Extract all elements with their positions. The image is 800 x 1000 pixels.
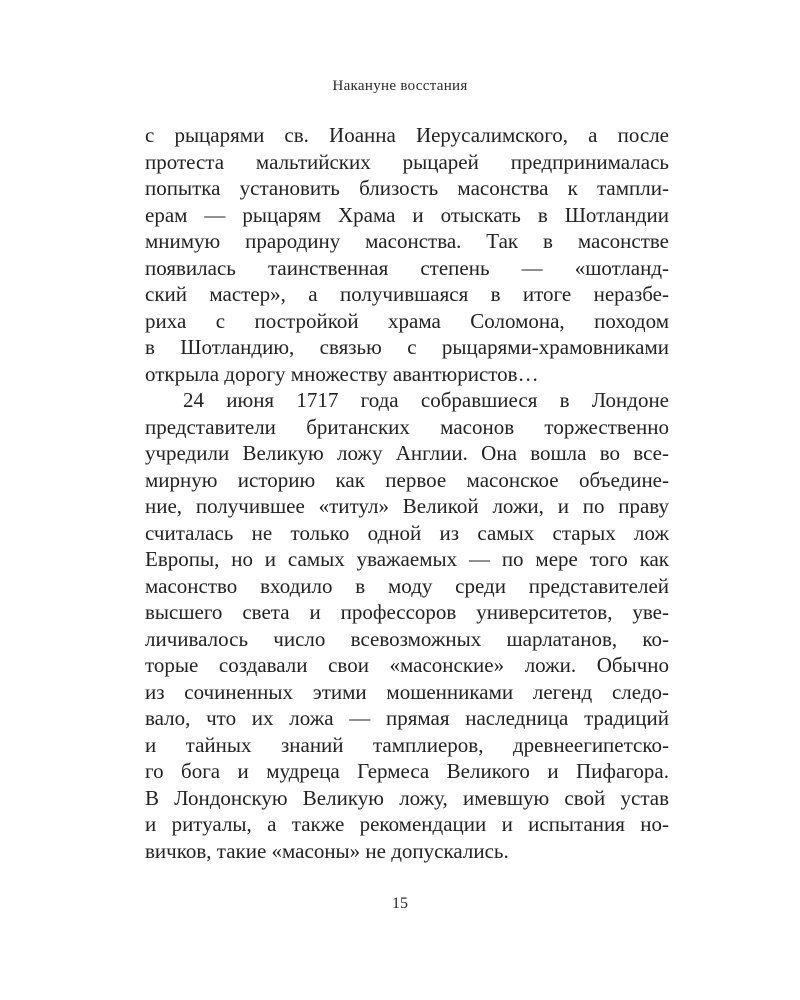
text-line: высшего света и профессоров университетов, уве- <box>145 600 669 624</box>
text-line: Европы, но и самых уважаемых — по мере того как <box>145 547 669 571</box>
text-line: личивалось число всевозможных шарлатанов, ко- <box>145 626 669 651</box>
text-line: торые создавали свои «масонские» ложи. Обычно <box>145 653 669 677</box>
text-line: и ритуалы, а также рекомендации и испытания но- <box>145 812 669 836</box>
paragraph-first-line: 24 июня 1717 года собравшиеся в Лондоне <box>183 388 669 412</box>
text-line: мнимую прародину масонства. Так в масонстве <box>145 229 669 253</box>
body-text <box>145 122 669 864</box>
text-line: В Лондонскую Великую ложу, имевшую свой устав <box>145 785 669 810</box>
text-line: попытка установить близость масонства к тампли- <box>145 176 669 200</box>
text-line: масонство входило в моду среди представителей <box>145 573 669 598</box>
text-line: с рыцарями св. Иоанна Иерусалимского, а после <box>145 123 669 147</box>
text-line: вичков, такие «масоны» не допускались. <box>145 838 509 863</box>
text-line: ние, получившее «титул» Великой ложи, и по праву <box>145 494 669 518</box>
text-line: ерам — рыцарям Храма и отыскать в Шотландии <box>145 202 669 227</box>
page-number: 15 <box>392 895 408 912</box>
text-line: в Шотландию, связью с рыцарями-храмовниками <box>145 335 669 359</box>
text-line: появилась таинственная степень — «шотланд- <box>145 255 669 280</box>
text-line: го бога и мудреца Гермеса Великого и Пифагора. <box>145 759 669 783</box>
text-line: мирную историю как первое масонское объедине- <box>145 467 669 492</box>
text-line: считалась не только одной из самых старых лож <box>145 520 669 545</box>
text-line: ский мастер», а получившаяся в итоге неразбе- <box>145 282 669 306</box>
text-line: учредили Великую ложу Англии. Она вошла во все- <box>145 441 669 465</box>
text-line: риха с постройкой храма Соломона, походом <box>145 308 669 333</box>
text-line: представители британских масонов торжественно <box>145 414 669 439</box>
text-line: и тайных знаний тамплиеров, древнеегипетско- <box>145 732 669 757</box>
text-line: протеста мальтийских рыцарей предпринималась <box>145 149 669 174</box>
text-line: вало, что их ложа — прямая наследница традиций <box>145 706 669 730</box>
running-head: Накануне восстания <box>332 78 468 94</box>
text-line: открыла дорогу множеству авантюристов… <box>145 361 539 386</box>
text-line: из сочиненных этими мошенниками легенд следо- <box>145 679 669 704</box>
